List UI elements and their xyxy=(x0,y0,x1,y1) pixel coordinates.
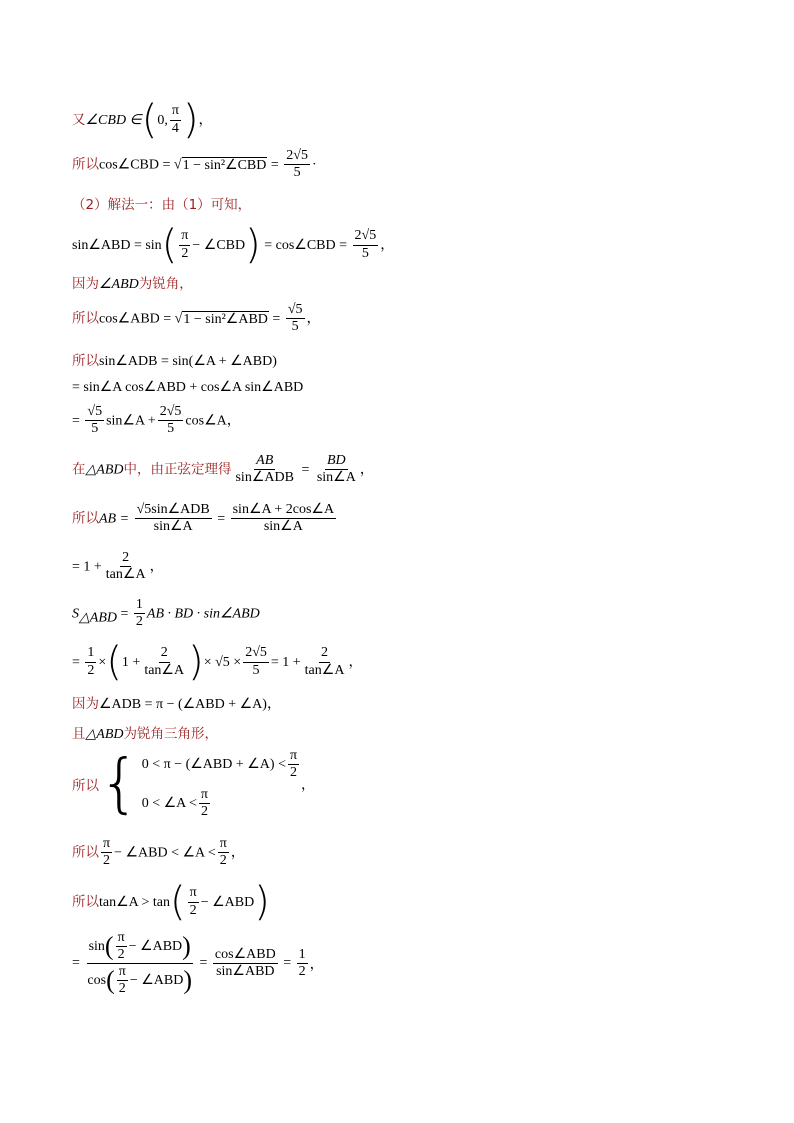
frac-pi-2: $\frac{\pi}{2}$ xyxy=(189,885,197,918)
frac-root5-sin-adb: $\frac{\text{√5sin∠ADB}}{\sin\angle A}$ xyxy=(136,502,210,535)
system-row-1: 0 < π − (∠ABD + ∠A) < $\frac{\pi}{2}$ xyxy=(141,748,298,781)
frac-cos-abd-sin-abd: $\frac{\text{cos∠ABD}}{\text{sin∠ABD}}$ xyxy=(214,947,276,980)
frac-pi-2: $\frac{\pi}{2}$ xyxy=(181,228,189,261)
frac-pi-2: $\frac{\pi}{2}$ xyxy=(103,836,111,869)
line-one-plus: = 1 + $\frac{2}{\tan\angle A}$ ， xyxy=(72,550,164,583)
sqrt-1-minus-sin2-cbd: 1 − sin²∠CBD xyxy=(182,157,267,173)
frac-pi-2: $\frac{\pi}{2}$ xyxy=(117,930,125,963)
line-part2-intro: （2）解法一：由（1）可知， xyxy=(72,197,252,213)
frac-root5-5: $\frac{√5}{5}$ xyxy=(87,404,103,437)
denominator-cos: cos( $\frac{\pi}{2}$ − ∠ABD) xyxy=(87,964,193,997)
line-area: $S_{\triangle ABD}$ = $\frac{1}{2}$ AB · BD · sin∠ABD xyxy=(72,597,260,630)
line-sine-law: 在△ABD中，由正弦定理得 $\frac{AB}{\text{sin∠ADB}}$ = $\frac{BD}{\sin\angle A}$ ， xyxy=(72,453,374,486)
line-system: 所以 { 0 < π − (∠ABD + ∠A) < $\frac{\pi}{2}$ 0 < ∠A < $\frac{\pi}{2}$ ， xyxy=(72,747,316,822)
line-acute-triangle: 且△ABD为锐角三角形， xyxy=(72,726,218,742)
frac-pi-2: $\frac{\pi}{2}$ xyxy=(118,964,126,997)
line-abd-acute: 因为∠ABD为锐角， xyxy=(72,276,193,292)
frac-2root5-5: $\frac{2√5}{5}$ xyxy=(354,228,377,261)
line-cos-cbd: 所以cos∠CBD = √1 − sin²∠CBD = $\frac{2√5}{5}$ · xyxy=(72,148,317,181)
math-cbd-in: ∠CBD ∈ xyxy=(85,113,142,128)
line-a-range: 所以 $\frac{\pi}{2}$ − ∠ABD < ∠A < $\frac{\pi}{2}$ ， xyxy=(72,836,245,869)
text-you: 又 xyxy=(72,112,86,128)
frac-1-2: $\frac{1}{2}$ xyxy=(135,597,143,630)
line-angle-adb: 因为∠ADB = π − (∠ABD + ∠A)， xyxy=(72,696,281,712)
frac-2root5-5: $\frac{2√5}{5}$ xyxy=(159,404,182,437)
line-ab-eq: 所以AB = $\frac{\text{√5sin∠ADB}}{\sin\angle A}$ = $\frac{\sin\angle A + 2\cos\angle A}{\sin\angle A}$ xyxy=(72,502,335,535)
frac-pi-2: $\frac{\pi}{2}$ xyxy=(219,836,227,869)
frac-root5-5: $\frac{√5}{5}$ xyxy=(287,302,303,335)
frac-ab-sin-adb: $\frac{AB}{\text{sin∠ADB}}$ xyxy=(235,453,294,486)
line-area-calc: = $\frac{1}{2}$ ×(1 + $\frac{2}{\tan\angle A}$ )× √5 × $\frac{2√5}{5}$ = 1 + $\frac{2}{\tan\angle A}$ ， xyxy=(72,639,363,685)
frac-bd-sin-a: $\frac{BD}{\sin\angle A}$ xyxy=(316,453,356,486)
frac-1-2: $\frac{1}{2}$ xyxy=(87,645,95,678)
frac-pi-4: $\frac{\pi}{4}$ xyxy=(171,103,179,136)
system-row-2: 0 < ∠A < $\frac{\pi}{2}$ xyxy=(141,787,208,820)
line-tan-value: = sin( $\frac{\pi}{2}$ − ∠ABD) cos( $\frac{\pi}{2}$ − ∠ABD) = $\frac{\text{cos∠ABD}}{\text{sin∠ABD}}$ = $\frac{1}{2}$ ， xyxy=(72,930,324,997)
line-cbd-range: 又∠CBD ∈(0, $\frac{\pi}{4}$ )， xyxy=(72,97,213,143)
line-combined: = $\frac{√5}{5}$ sin∠A + $\frac{2√5}{5}$ cos∠A， xyxy=(72,404,241,437)
frac-2-tan-a: $\frac{2}{\tan\angle A}$ xyxy=(105,550,146,583)
inequality-system xyxy=(99,748,301,820)
frac-sin-plus-2cos: $\frac{\sin\angle A + 2\cos\angle A}{\sin\angle A}$ xyxy=(232,502,335,535)
math-zero: 0, xyxy=(157,113,168,128)
line-cos-abd: 所以cos∠ABD = √1 − sin²∠ABD = $\frac{√5}{5}$ ， xyxy=(72,302,321,335)
line-expand: = sin∠A cos∠ABD + cos∠A sin∠ABD xyxy=(72,380,304,395)
line-tan-ineq: 所以tan∠A > tan( $\frac{\pi}{2}$ − ∠ABD) xyxy=(72,879,270,925)
line-sin-adb: 所以sin∠ADB = sin(∠A + ∠ABD) xyxy=(72,353,277,369)
frac-2root5-5: $\frac{2√5}{5}$ xyxy=(245,645,267,678)
frac-1-2: $\frac{1}{2}$ xyxy=(298,947,306,980)
left-brace: { xyxy=(99,747,140,822)
frac-2-tan-a: $\frac{2}{\tan\angle A}$ xyxy=(304,645,345,678)
frac-pi-2: $\frac{\pi}{2}$ xyxy=(200,787,208,820)
paren-open: ( xyxy=(141,97,158,143)
sqrt-1-minus-sin2-abd: 1 − sin²∠ABD xyxy=(183,311,268,327)
frac-sin-over-cos xyxy=(85,930,194,997)
paren-close: ) xyxy=(182,97,199,143)
frac-2root5-5: $\frac{2√5}{5}$ xyxy=(286,148,308,181)
line-sin-abd: sin∠ABD = sin( $\frac{\pi}{2}$ − ∠CBD) = cos∠CBD = $\frac{2√5}{5}$ ， xyxy=(72,222,395,268)
frac-2-tan-a: $\frac{2}{\tan\angle A}$ xyxy=(144,645,185,678)
numerator-sin: sin( $\frac{\pi}{2}$ − ∠ABD) xyxy=(87,930,193,964)
frac-pi-2: $\frac{\pi}{2}$ xyxy=(289,748,298,781)
